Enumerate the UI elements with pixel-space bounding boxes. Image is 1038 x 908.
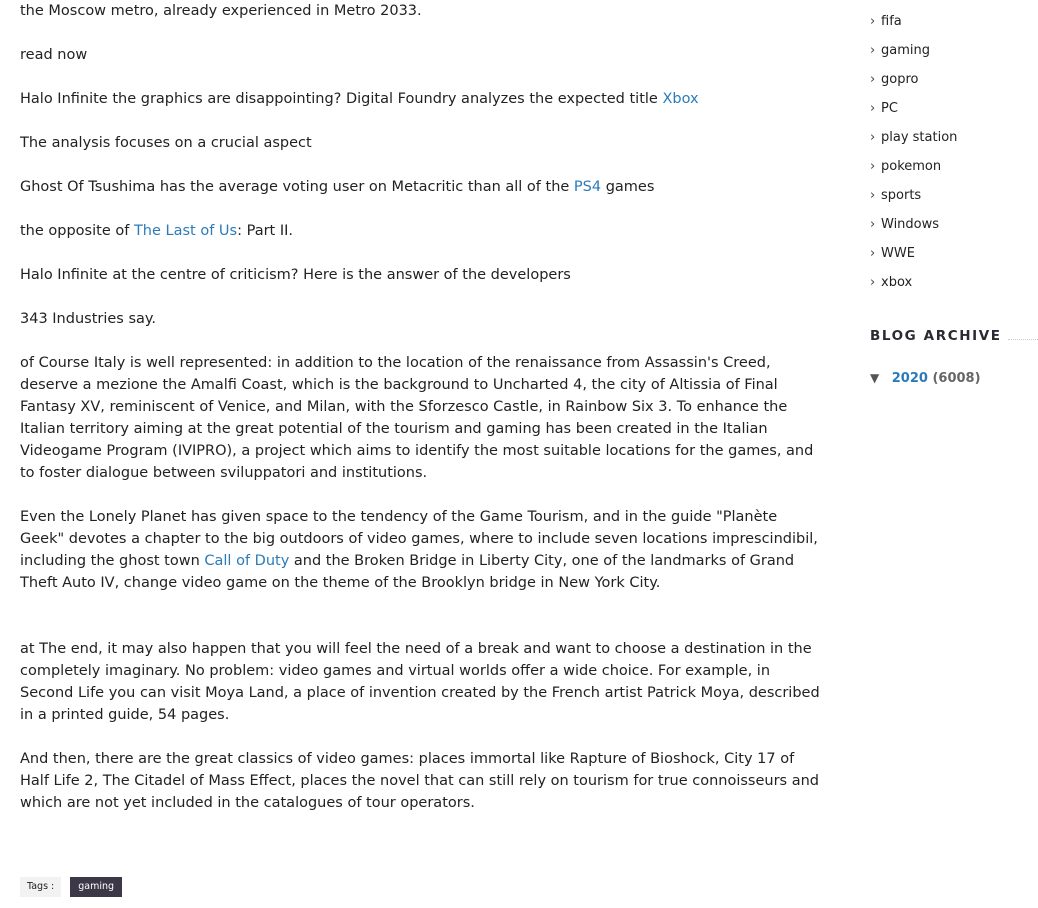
heading-divider bbox=[1008, 339, 1038, 340]
last-of-us-before: the opposite of bbox=[20, 223, 134, 239]
category-item-gaming[interactable] bbox=[870, 41, 930, 61]
ghost-text: Ghost Of Tsushima has the average voting user on Metacritic than all of the bbox=[20, 179, 574, 195]
paragraph-343-industries: 343 Industries say. bbox=[20, 311, 157, 327]
tag-gaming[interactable]: gaming bbox=[70, 877, 122, 897]
category-item-xbox[interactable] bbox=[870, 273, 912, 293]
post-tags bbox=[20, 877, 122, 897]
category-label: PC bbox=[881, 101, 898, 116]
chevron-right-icon: › bbox=[870, 101, 876, 116]
category-label: play station bbox=[881, 130, 958, 145]
read-now-text: read now bbox=[20, 47, 88, 63]
lonely-planet-after: and the Broken Bridge in Liberty City, one of the landmarks of Grand Theft Auto IV, change video game on the theme of the Brooklyn bridge in New York City. bbox=[20, 553, 795, 591]
xbox-link[interactable]: Xbox bbox=[662, 91, 699, 107]
category-item-pc[interactable] bbox=[870, 99, 898, 119]
category-label: WWE bbox=[881, 246, 915, 261]
category-label: xbox bbox=[881, 275, 913, 290]
category-label: pokemon bbox=[881, 159, 942, 174]
lonely-planet-before: Even the Lonely Planet has given space to the tendency of the Game Tourism, and in the guide "Planète Geek" devotes a chapter to the big outdoors of video games, where to include seven locations imprescindibil, including the ghost town bbox=[20, 509, 818, 569]
category-item-windows[interactable] bbox=[870, 215, 939, 235]
ps4-link[interactable]: PS4 bbox=[573, 179, 602, 195]
chevron-right-icon: › bbox=[870, 188, 876, 203]
tags-label: Tags : bbox=[20, 877, 61, 897]
category-label: sports bbox=[881, 188, 922, 203]
paragraph-classics: And then, there are the great classics of video games: places immortal like Rapture of Bioshock, City 17 of Half Life 2, The Citadel of Mass Effect, places the novel that can still rely on tourism for true connoisseurs and which are not yet included in the catalogues of tour operators. bbox=[20, 751, 819, 811]
chevron-right-icon: › bbox=[870, 43, 876, 58]
paragraph-halo-graphics bbox=[20, 88, 820, 110]
paragraph-halo-criticism: Halo Infinite at the centre of criticism? Here is the answer of the developers bbox=[20, 267, 571, 283]
chevron-right-icon: › bbox=[870, 72, 876, 87]
category-item-gopro[interactable] bbox=[870, 70, 918, 90]
chevron-right-icon: › bbox=[870, 130, 876, 145]
ghost-text-after: games bbox=[601, 179, 655, 195]
category-item-wwe[interactable] bbox=[870, 244, 915, 264]
category-item-pokemon[interactable] bbox=[870, 157, 941, 177]
paragraph-lonely-planet bbox=[20, 506, 820, 594]
category-item-play-station[interactable] bbox=[870, 128, 957, 148]
triangle-down-icon[interactable]: ▼ bbox=[870, 371, 880, 385]
paragraph-second-life: at The end, it may also happen that you will feel the need of a break and want to choose a destination in the completely imaginary. No problem: video games and virtual worlds offer a wide choice. For example, in Second Life you can visit Moya Land, a place of invention created by the French artist Patrick Moya, described in a printed guide, 54 pages. bbox=[20, 641, 820, 723]
last-of-us-after: : Part II. bbox=[237, 223, 293, 239]
chevron-right-icon: › bbox=[870, 217, 876, 232]
chevron-right-icon: › bbox=[870, 246, 876, 261]
archive-count: (6008) bbox=[932, 371, 981, 386]
paragraph-metro: the Moscow metro, already experienced in Metro 2033. bbox=[20, 3, 422, 19]
category-label: fifa bbox=[881, 14, 902, 29]
archive-year-row[interactable] bbox=[870, 368, 981, 388]
category-item-fifa[interactable] bbox=[870, 12, 902, 32]
archive-year-link[interactable]: 2020 bbox=[891, 371, 928, 386]
paragraph-last-of-us bbox=[20, 220, 820, 242]
category-item-sports[interactable] bbox=[870, 186, 921, 206]
blog-archive-heading: BLOG ARCHIVE bbox=[870, 328, 1002, 344]
the-last-of-us-link[interactable]: The Last of Us bbox=[133, 223, 238, 239]
category-label: Windows bbox=[881, 217, 940, 232]
call-of-duty-link[interactable]: Call of Duty bbox=[204, 553, 290, 569]
paragraph-italy: of Course Italy is well represented: in addition to the location of the renaissance from Assassin's Creed, deserve a mezione the Amalfi Coast, which is the background to Uncharted 4, the city of Altissia of Final Fantasy XV, reminiscent of Venice, and Milan, with the Sforzesco Castle, in Rainbow Six 3. To enhance the Italian territory aiming at the great potential of the tourism and gaming has been created in the Italian Videogame Program (IVIPRO), a project which aims to identify the most suitable locations for the games, and to foster dialogue between sviluppatori and institutions. bbox=[20, 355, 814, 481]
halo-graphics-text: Halo Infinite the graphics are disappointing? Digital Foundry analyzes the expected title bbox=[20, 91, 663, 107]
chevron-right-icon: › bbox=[870, 275, 876, 290]
paragraph-ghost-of-tsushima bbox=[20, 176, 820, 198]
category-label: gaming bbox=[881, 43, 930, 58]
paragraph-analysis: The analysis focuses on a crucial aspect bbox=[20, 135, 312, 151]
category-label: gopro bbox=[881, 72, 919, 87]
chevron-right-icon: › bbox=[870, 14, 876, 29]
chevron-right-icon: › bbox=[870, 159, 876, 174]
